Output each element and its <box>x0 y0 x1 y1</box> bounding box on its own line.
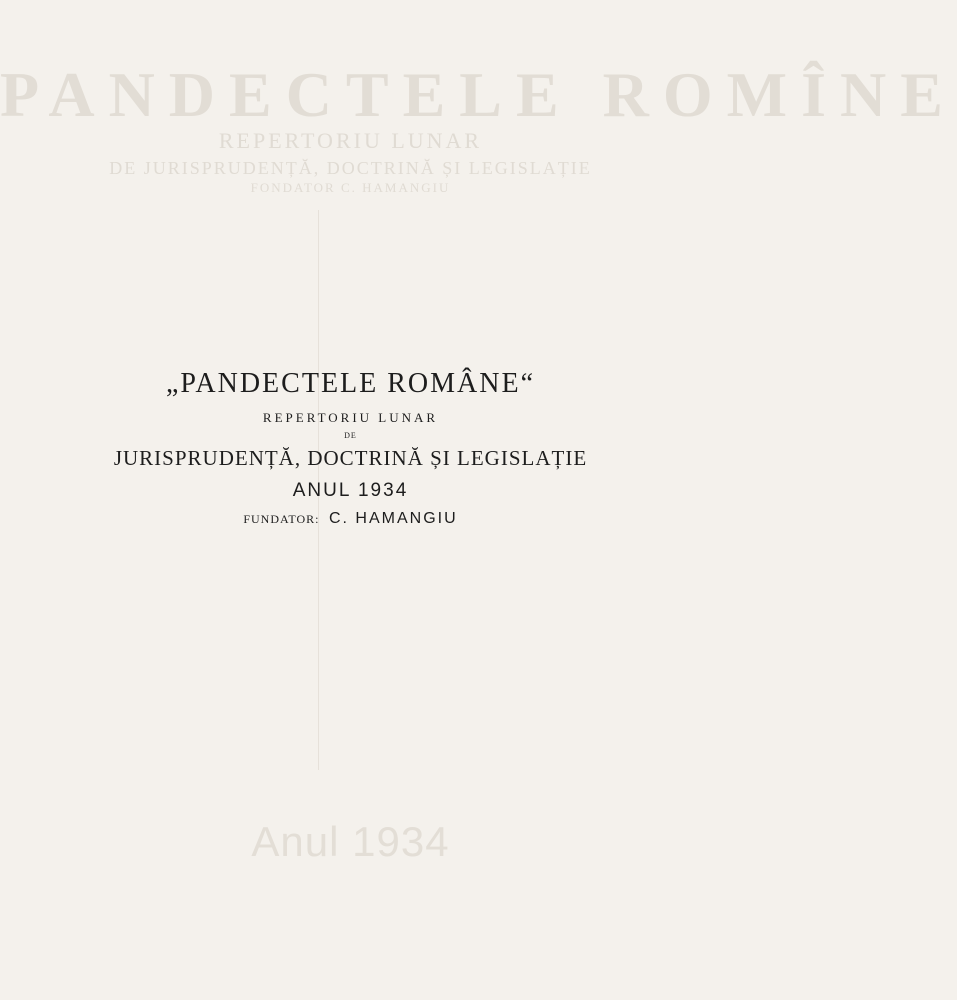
page-title: „PANDECTELE ROMÂNE“ <box>165 368 536 399</box>
year-line: ANUL 1934 <box>292 480 409 501</box>
subtitle-connector: DE <box>344 431 357 440</box>
founder-line <box>0 510 701 528</box>
founder-name: C. HAMANGIU <box>328 510 458 527</box>
showthrough-founder: FONDATOR C. HAMANGIU <box>250 180 451 195</box>
showthrough-title: PANDECTELE ROMÎNE <box>0 59 957 130</box>
showthrough-subtitle: REPERTORIU LUNAR <box>218 128 483 153</box>
page-subtitle: REPERTORIU LUNAR <box>262 410 439 425</box>
showthrough-subject: DE JURISPRUDENȚĂ, DOCTRINĂ ȘI LEGISLAȚIE <box>109 158 592 178</box>
showthrough-footer-year: Anul 1934 <box>251 818 450 865</box>
founder-label: FUNDATOR: <box>243 512 320 526</box>
subject-line: JURISPRUDENȚĂ, DOCTRINĂ ȘI LEGISLAȚIE <box>113 446 588 470</box>
